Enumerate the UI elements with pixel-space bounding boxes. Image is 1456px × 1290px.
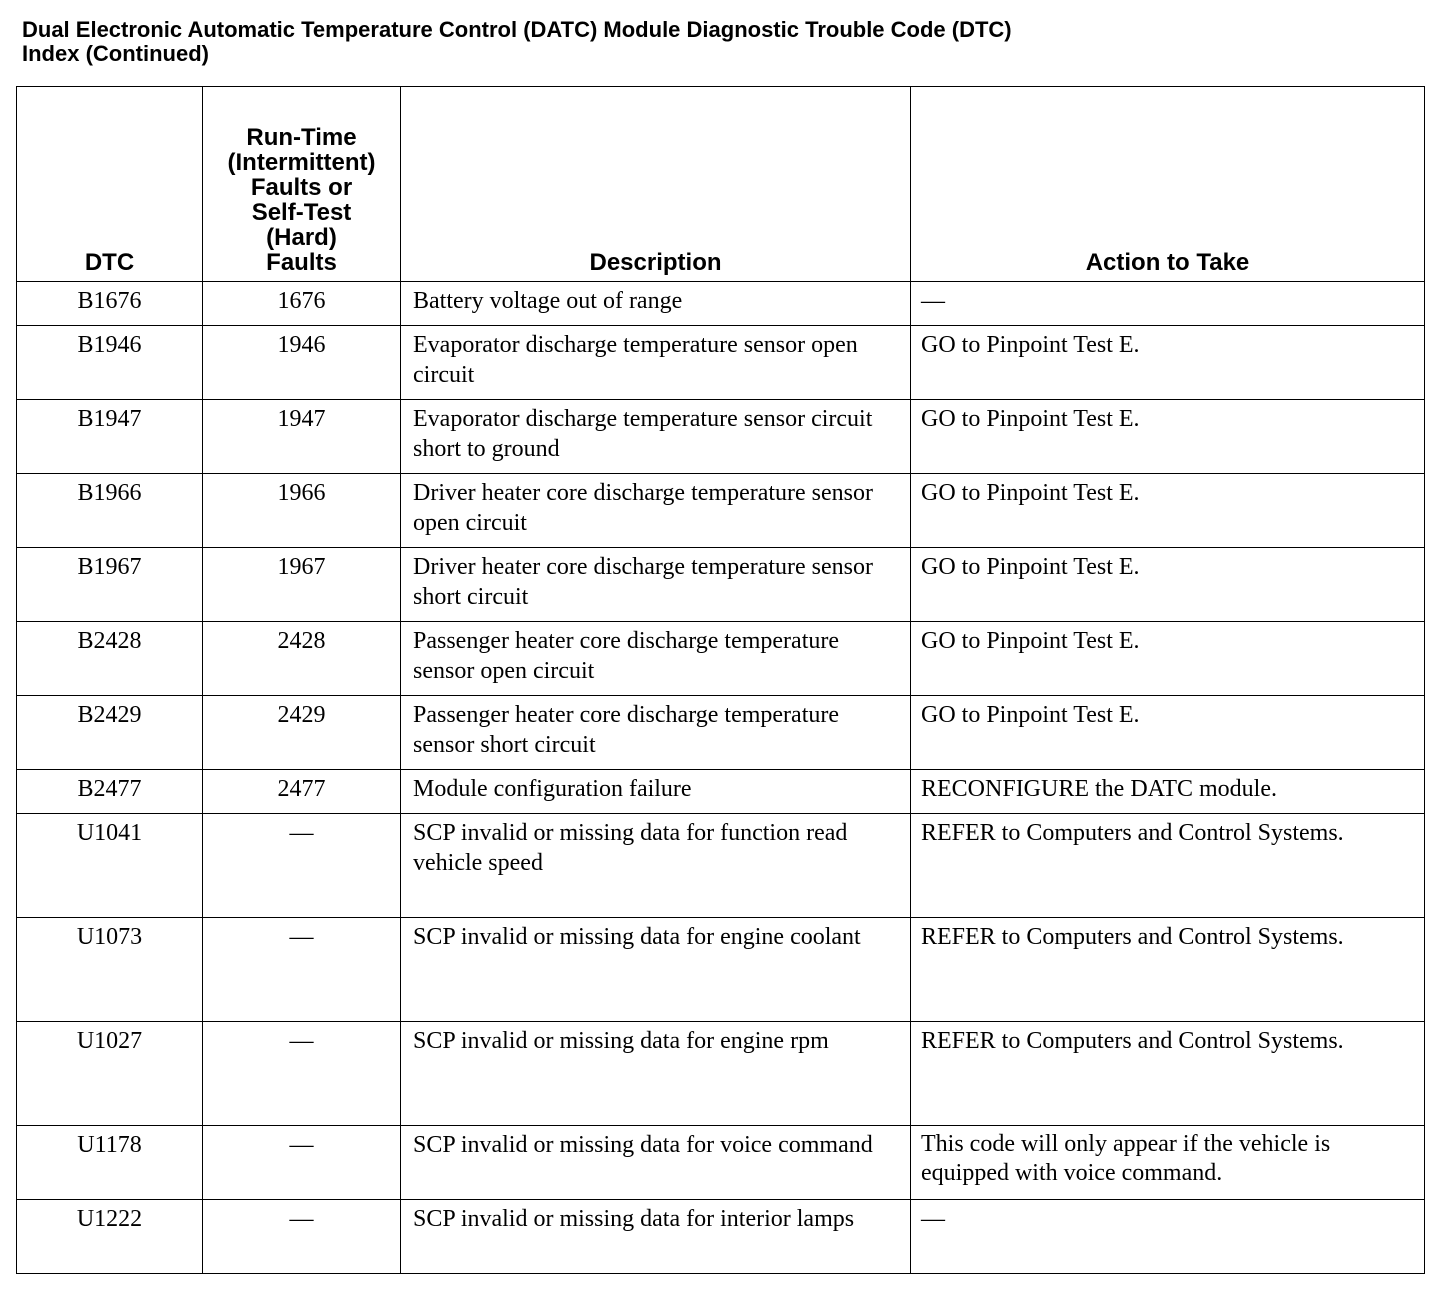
- table-row: [17, 918, 1425, 1022]
- page-title: [22, 18, 1422, 66]
- header-faults-line: Run-Time: [246, 124, 357, 151]
- cell-description: Driver heater core discharge temperature sensor open circuit: [401, 474, 911, 548]
- table-row: [17, 622, 1425, 696]
- cell-description: Passenger heater core discharge temperature sensor open circuit: [401, 622, 911, 696]
- cell-faults: —: [203, 1200, 401, 1274]
- cell-faults: —: [203, 814, 401, 918]
- cell-faults: —: [203, 918, 401, 1022]
- cell-description: Driver heater core discharge temperature sensor short circuit: [401, 548, 911, 622]
- cell-action: —: [911, 1200, 1425, 1274]
- cell-faults: 2429: [203, 696, 401, 770]
- cell-description: Battery voltage out of range: [401, 282, 911, 326]
- cell-faults: 1967: [203, 548, 401, 622]
- table-row: [17, 1022, 1425, 1126]
- cell-description: Evaporator discharge temperature sensor circuit short to ground: [401, 400, 911, 474]
- cell-dtc: B1967: [17, 548, 203, 622]
- table-row: [17, 1200, 1425, 1274]
- cell-action: RECONFIGURE the DATC module.: [911, 770, 1425, 814]
- header-dtc: DTC: [17, 87, 203, 282]
- cell-description: SCP invalid or missing data for engine rpm: [401, 1022, 911, 1126]
- cell-faults: 1966: [203, 474, 401, 548]
- cell-faults: 1947: [203, 400, 401, 474]
- header-action: Action to Take: [911, 87, 1425, 282]
- cell-faults: 1676: [203, 282, 401, 326]
- header-faults: [203, 87, 401, 282]
- title-line-1: Dual Electronic Automatic Temperature Control (DATC) Module Diagnostic Trouble Code (DTC): [22, 17, 1012, 42]
- cell-action: GO to Pinpoint Test E.: [911, 696, 1425, 770]
- cell-dtc: U1178: [17, 1126, 203, 1200]
- table-row: [17, 474, 1425, 548]
- header-faults-line: (Hard): [266, 224, 337, 251]
- table-row: [17, 1126, 1425, 1200]
- cell-dtc: B1676: [17, 282, 203, 326]
- header-faults-line: (Intermittent): [227, 149, 376, 176]
- cell-faults: 2428: [203, 622, 401, 696]
- table-row: [17, 282, 1425, 326]
- cell-dtc: B1947: [17, 400, 203, 474]
- cell-dtc: B2428: [17, 622, 203, 696]
- cell-dtc: B1966: [17, 474, 203, 548]
- cell-dtc: B2429: [17, 696, 203, 770]
- cell-action: GO to Pinpoint Test E.: [911, 548, 1425, 622]
- dtc-index-table: [16, 86, 1425, 1274]
- cell-faults: —: [203, 1126, 401, 1200]
- table-row: [17, 770, 1425, 814]
- header-faults-line: Faults or: [250, 174, 353, 201]
- header-faults-line: Faults: [266, 249, 337, 276]
- cell-description: Module configuration failure: [401, 770, 911, 814]
- cell-action: GO to Pinpoint Test E.: [911, 400, 1425, 474]
- cell-dtc: U1027: [17, 1022, 203, 1126]
- cell-faults: —: [203, 1022, 401, 1126]
- table-row: [17, 696, 1425, 770]
- header-faults-line: Self-Test: [251, 199, 352, 226]
- cell-action: GO to Pinpoint Test E.: [911, 326, 1425, 400]
- table-row: [17, 400, 1425, 474]
- cell-action: REFER to Computers and Control Systems.: [911, 814, 1425, 918]
- cell-dtc: U1222: [17, 1200, 203, 1274]
- table-row: [17, 814, 1425, 918]
- cell-description: SCP invalid or missing data for engine coolant: [401, 918, 911, 1022]
- cell-faults: 2477: [203, 770, 401, 814]
- header-description: Description: [401, 87, 911, 282]
- cell-dtc: B1946: [17, 326, 203, 400]
- cell-action: GO to Pinpoint Test E.: [911, 474, 1425, 548]
- header-row: [17, 87, 1425, 282]
- cell-action: GO to Pinpoint Test E.: [911, 622, 1425, 696]
- cell-action: REFER to Computers and Control Systems.: [911, 1022, 1425, 1126]
- cell-action: —: [911, 282, 1425, 326]
- cell-dtc: U1041: [17, 814, 203, 918]
- cell-dtc: U1073: [17, 918, 203, 1022]
- cell-description: Passenger heater core discharge temperature sensor short circuit: [401, 696, 911, 770]
- cell-description: SCP invalid or missing data for interior lamps: [401, 1200, 911, 1274]
- cell-dtc: B2477: [17, 770, 203, 814]
- cell-description: SCP invalid or missing data for function read vehicle speed: [401, 814, 911, 918]
- table-row: [17, 548, 1425, 622]
- cell-description: Evaporator discharge temperature sensor open circuit: [401, 326, 911, 400]
- table-row: [17, 326, 1425, 400]
- cell-faults: 1946: [203, 326, 401, 400]
- cell-action: This code will only appear if the vehicle is equipped with voice command.: [911, 1126, 1425, 1200]
- title-line-2: Index (Continued): [22, 41, 209, 66]
- cell-action: REFER to Computers and Control Systems.: [911, 918, 1425, 1022]
- cell-description: SCP invalid or missing data for voice command: [401, 1126, 911, 1200]
